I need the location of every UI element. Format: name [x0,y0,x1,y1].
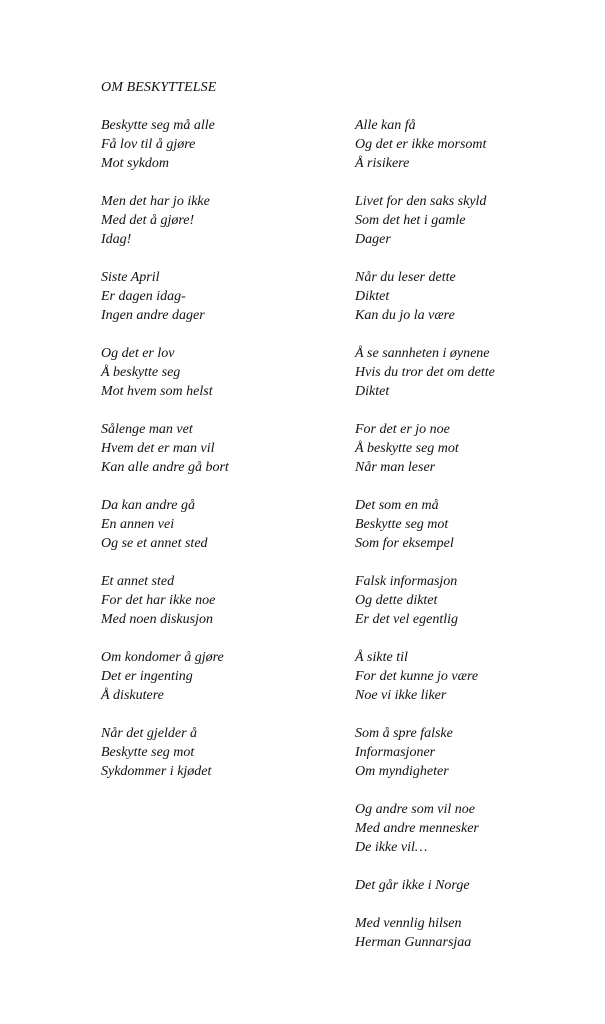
stanza [101,420,321,477]
poem-line: Kan du jo la være [355,308,455,323]
poem-line: Er dagen idag- [101,289,186,304]
poem-line: Med andre mennesker [355,821,479,836]
poem-line: Få lov til å gjøre [101,137,196,152]
stanza [101,192,321,249]
poem-line: Når man leser [355,460,436,475]
poem-line: Idag! [101,232,132,247]
stanza [355,572,585,629]
poem-line: Med noen diskusjon [101,612,213,627]
stanza [101,496,321,553]
stanza [355,420,585,477]
poem-line: Med det å gjøre! [101,213,195,228]
poem-line: Som det het i gamle [355,213,466,228]
stanza [355,344,585,401]
poem-line: Hvis du tror det om dette [355,365,495,380]
poem-line: Informasjoner [355,745,436,760]
poem-line: Beskytte seg må alle [101,118,215,133]
poem-line: Å beskytte seg mot [355,441,459,456]
poem-line: Med vennlig hilsen [355,916,462,931]
poem-line: Og se et annet sted [101,536,208,551]
poem-line: For det kunne jo være [355,669,479,684]
poem-line: Hvem det er man vil [101,441,215,456]
poem-line: Beskytte seg mot [101,745,195,760]
stanza [101,572,321,629]
poem-line: Er det vel egentlig [355,612,459,627]
stanza [355,268,585,325]
poem-line: Ingen andre dager [101,308,205,323]
stanza [101,724,321,781]
poem-line: For det har ikke noe [101,593,216,608]
right-column [355,116,585,971]
poem-line: Noe vi ikke liker [355,688,447,703]
stanza [101,268,321,325]
poem-line: Siste April [101,270,160,285]
poem-line: Sykdommer i kjødet [101,764,212,779]
poem-line: Falsk informasjon [355,574,458,589]
poem-line: Og det er ikke morsomt [355,137,487,152]
stanza [355,116,585,173]
poem-line: De ikke vil… [355,840,428,855]
poem-line: Beskytte seg mot [355,517,449,532]
poem-line: Et annet sted [101,574,175,589]
stanza [355,800,585,857]
poem-line: Alle kan få [355,118,416,133]
poem-line: Mot hvem som helst [101,384,213,399]
poem-line: Å sikte til [355,650,408,665]
poem-line: Å risikere [355,156,410,171]
stanza [355,192,585,249]
poem-line: Dager [355,232,391,247]
poem-line: Det som en må [355,498,439,513]
stanza [355,648,585,705]
poem-line: Da kan andre gå [101,498,195,513]
poem-line: Som å spre falske [355,726,453,741]
stanza [355,876,585,895]
poem-line: En annen vei [101,517,175,532]
poem-line: Som for eksempel [355,536,454,551]
poem-line: Kan alle andre gå bort [101,460,229,475]
poem-line: Det går ikke i Norge [355,878,470,893]
poem-line: Om kondomer å gjøre [101,650,224,665]
poem-line: Og andre som vil noe [355,802,476,817]
poem-line: Om myndigheter [355,764,449,779]
stanza [355,496,585,553]
poem-line: Men det har jo ikke [101,194,210,209]
poem-line: Diktet [355,289,390,304]
poem-line: Og det er lov [101,346,175,361]
stanza [355,724,585,781]
poem-line: Sålenge man vet [101,422,193,437]
stanza [101,116,321,173]
poem-line: Å beskytte seg [101,365,181,380]
poem-line: Når det gjelder å [101,726,198,741]
poem-line: Når du leser dette [355,270,456,285]
poem-line: Livet for den saks skyld [355,194,487,209]
poem-line: Mot sykdom [101,156,170,171]
poem-line: Å se sannheten i øynene [355,346,490,361]
poem-line: Å diskutere [101,688,164,703]
stanza [101,648,321,705]
poem-line: Herman Gunnarsjaa [355,935,472,950]
poem-line: Det er ingenting [101,669,193,684]
poem-line: For det er jo noe [355,422,450,437]
poem-title: OM BESKYTTELSE [101,80,217,95]
left-column [101,116,321,800]
poem-line: Diktet [355,384,390,399]
poem-line: Og dette diktet [355,593,438,608]
stanza [101,344,321,401]
stanza [355,914,585,952]
